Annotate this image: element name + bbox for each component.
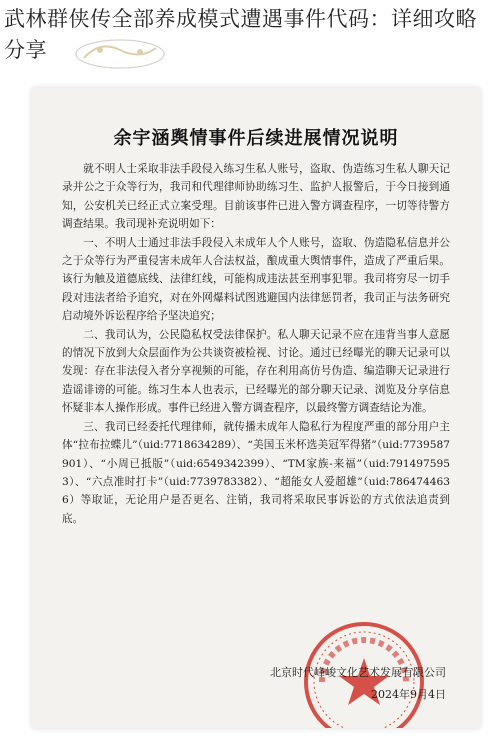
paragraph-two: 二、我司认为，公民隐私权受法律保护。私人聊天记录不应在违背当事人意愿的情况下放到大众层面作为公共谈资被检视、讨论。通过已经曝光的聊天记录可以发现：存在非法侵入者分享视频的可能，存在利用高仿号伪造、编造聊天记录进行造谣诽谤的可能。练习生本人也表示，已经曝光的部分聊天记录、浏览及分享信息怀疑非本人操作形成。事件已经进入警方调查程序，以最终警方调查结论为准。 <box>62 328 450 415</box>
paragraph-intro: 就不明人士采取非法手段侵入练习生私人账号，盗取、伪造练习生私人聊天记录并公之于众等行为，我司和代理律师协助练习生、监护人报警后，于今日接到通知，公安机关已经正式立案受理。目前该事件已进入警方调查程序，一切等待警方调查结果。我司现补充说明如下： <box>62 163 450 231</box>
paragraph-three: 三、我司已经委托代理律师，就传播未成年人隐私行为程度严重的部分用户主体“拉布拉蝶儿”（uid:7718634289）、“美国玉米杯选美冠军得猪”（uid:7739587901）、“小周已抵版”（uid:6549342399）、“TM家族-来福”（uid:7914975953）、“六点准时打卡”（uid:7739783382）、“超能女人爱超雄”（uid:7864744636）等取证，无论用户是否更名、注销，我司将采取民事诉讼的方式依法追责到底。 <box>62 420 450 525</box>
paragraph-one: 一、不明人士通过非法手段侵入未成年人个人账号，盗取、伪造隐私信息并公之于众等行为严重侵害未成年人合法权益，酿成重大舆情事件，造成了严重后果。该行为触及道德底线、法律红线，可能构成违法甚至刑事犯罪。我司将穷尽一切手段对违法者给予追究，对在外网爆料试图逃避国内法律惩罚者，我司正与法务研究启动境外诉讼程序给予坚决追究； <box>62 236 450 323</box>
document-body <box>62 160 450 528</box>
article-headline: 武林群侠传全部养成模式遭遇事件代码：详细攻略分享 <box>4 7 477 62</box>
document-photo <box>32 88 480 728</box>
document-date: 2024年9月4日 <box>371 688 446 701</box>
company-name: 北京时代峰峻文化艺术发展有限公司 <box>270 666 446 679</box>
document-title: 余宇涵舆情事件后续进展情况说明 <box>113 128 399 149</box>
